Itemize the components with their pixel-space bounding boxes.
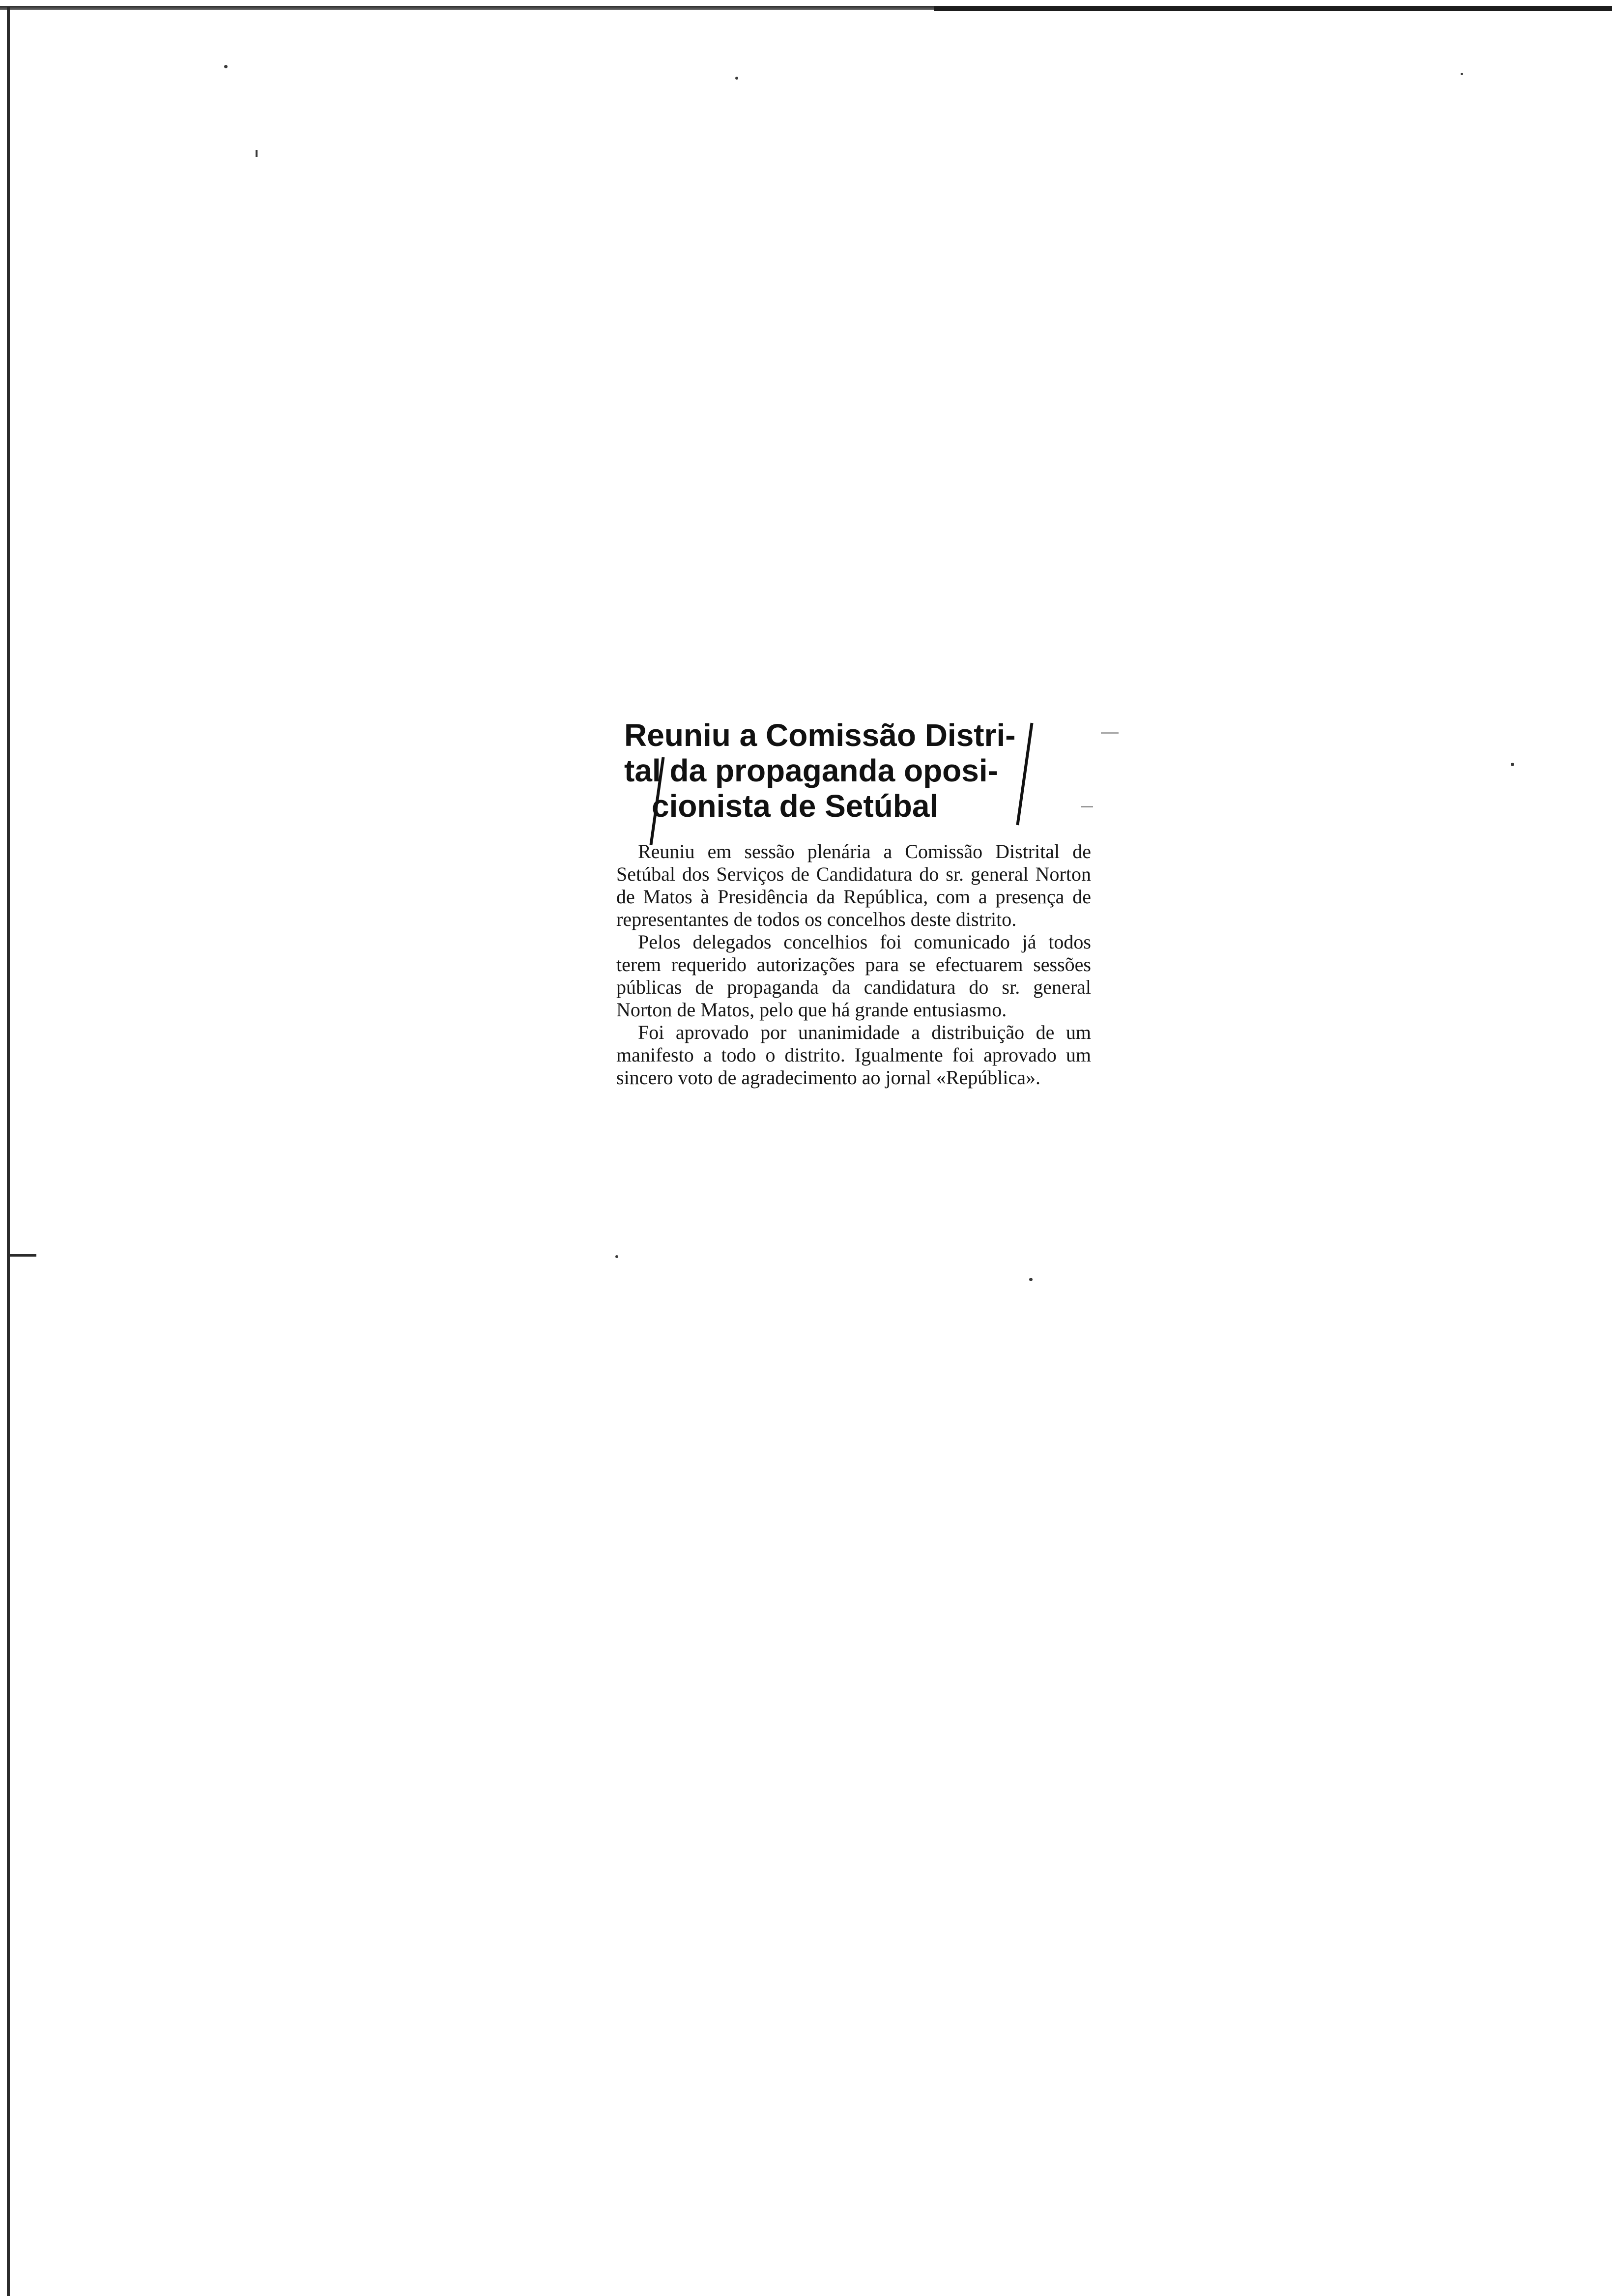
scan-speck (1101, 732, 1119, 734)
scan-speck (256, 150, 258, 157)
article-paragraph: Foi aprovado por unanimidade a distribuição de um manifesto a todo o distrito. Igualmente foi aprovado um sincero voto de agradecimento ao jornal «República». (616, 1021, 1091, 1089)
scan-speck (1461, 73, 1463, 75)
scan-border-top-edge (934, 6, 1612, 11)
scan-speck (735, 77, 738, 80)
headline-line: cionista de Setúbal (652, 788, 939, 824)
scan-speck (224, 65, 228, 68)
article-paragraph: Pelos delegados concelhios foi comunicado já todos terem requerido autorizações para se efectuarem sessões públicas de propaganda da candidatura do sr. general Norton de Matos, pelo que há grande entusiasmo. (616, 931, 1091, 1021)
scan-speck (615, 1255, 618, 1258)
scan-speck (1511, 763, 1514, 766)
article-paragraph: Reuniu em sessão plenária a Comissão Distrital de Setúbal dos Serviços de Candidatura do sr. general Norton de Matos à Presidência da República, com a presença de representantes de todos os concelhos deste distrito. (616, 840, 1091, 930)
scan-edge-tick (7, 1254, 36, 1257)
newspaper-clipping (604, 718, 1096, 1253)
headline-line: Reuniu a Comissão Distri- (624, 718, 1016, 753)
scan-border-left (7, 7, 10, 2296)
article-body (616, 840, 1091, 1089)
headline-line: tal da propaganda oposi- (624, 753, 998, 788)
scan-speck (1029, 1278, 1033, 1281)
